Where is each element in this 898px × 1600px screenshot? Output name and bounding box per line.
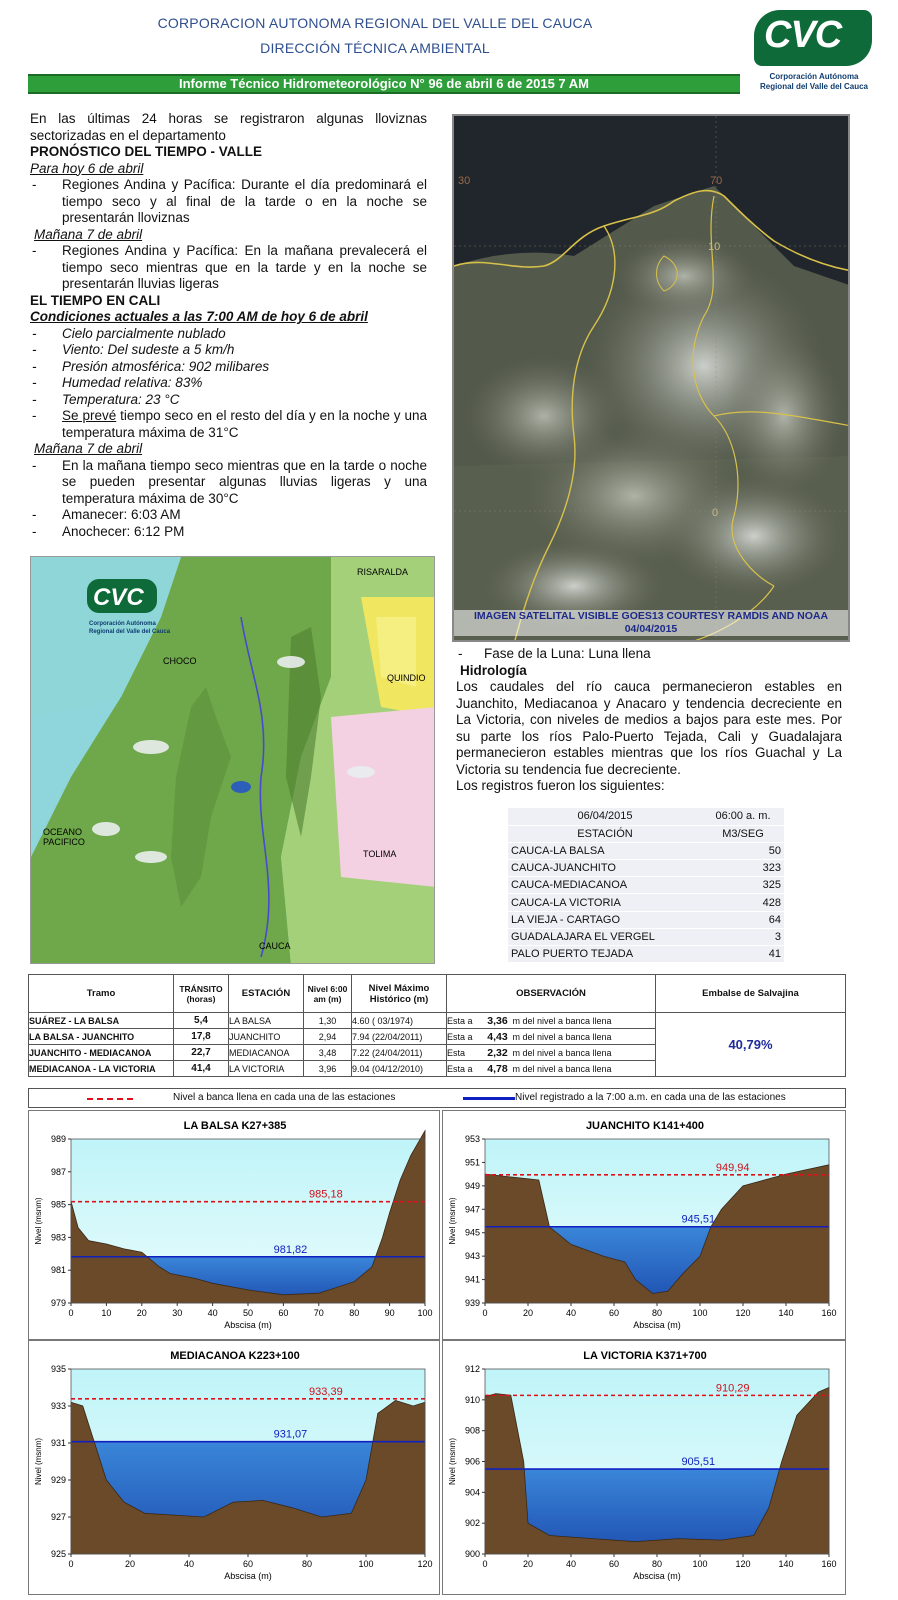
report-banner: Informe Técnico Hidrometeorológico N° 96 de abril 6 de 2015 7 AM xyxy=(28,74,740,94)
cross-section-la-victoria xyxy=(442,1340,846,1595)
cali-tomorrow-label: Mañana 7 de abril xyxy=(34,441,143,456)
forecast-today-text: - Regiones Andina y Pacífica: Durante el día predominará el tiempo seco y al final de la tarde o en la noche se presentarán lloviznas xyxy=(30,177,427,227)
estacion-cell: LA VICTORIA xyxy=(229,1061,304,1077)
transito-cell: 17,8 xyxy=(174,1029,229,1045)
cross-section-juanchito xyxy=(442,1110,846,1340)
cross-section-svg xyxy=(29,1341,441,1596)
y-tick-label: 951 xyxy=(464,1157,480,1168)
obs-post: m del nivel a banca llena xyxy=(513,1013,656,1029)
measured-label: 931,07 xyxy=(273,1428,308,1441)
transito-cell: 41,4 xyxy=(174,1061,229,1077)
x-axis-label: Abscisa (m) xyxy=(633,1571,681,1581)
table-row xyxy=(508,946,784,963)
full-bank-label: 933,39 xyxy=(309,1385,343,1398)
x-tick-label: 60 xyxy=(278,1308,289,1318)
obs-value: 3,36 xyxy=(483,1013,513,1029)
x-tick-label: 160 xyxy=(821,1559,837,1569)
chart-title: LA VICTORIA K371+700 xyxy=(583,1350,707,1362)
org-title: CORPORACION AUTONOMA REGIONAL DEL VALLE DEL CAUCA xyxy=(157,15,593,31)
y-tick-label: 933 xyxy=(50,1401,66,1411)
y-tick-label: 979 xyxy=(50,1298,66,1308)
obs-pre: Esta a xyxy=(447,1061,483,1077)
valle-map xyxy=(30,556,435,964)
legend-red-line xyxy=(87,1098,133,1100)
x-axis-label: Abscisa (m) xyxy=(633,1320,681,1330)
cali-item: - Presión atmosférica: 902 milibares xyxy=(30,359,427,376)
flow-col1: ESTACIÓN xyxy=(508,825,702,842)
nivel-cell: 3,48 xyxy=(304,1045,352,1061)
estacion-cell: JUANCHITO xyxy=(229,1029,304,1045)
cali-title: EL TIEMPO EN CALI xyxy=(30,292,161,308)
x-tick-label: 60 xyxy=(608,1559,620,1569)
flow-station: GUADALAJARA EL VERGEL xyxy=(508,928,702,945)
obs-pre: Esta a xyxy=(447,1029,483,1045)
x-tick-label: 0 xyxy=(68,1308,74,1318)
y-tick-label: 953 xyxy=(464,1134,480,1144)
y-axis-label: Nivel (msnm) xyxy=(34,1437,43,1486)
flow-value: 50 xyxy=(702,842,784,859)
x-tick-label: 60 xyxy=(608,1308,620,1318)
sat-lat-label: 10 xyxy=(708,241,721,253)
flow-table-header xyxy=(508,825,784,842)
forecast-title: PRONÓSTICO DEL TIEMPO - VALLE xyxy=(30,144,263,159)
y-tick-label: 987 xyxy=(50,1166,66,1177)
obs-post: m del nivel a banca llena xyxy=(513,1061,656,1077)
x-tick-label: 120 xyxy=(417,1559,433,1569)
intro-text: En las últimas 24 horas se registraron algunas lloviznas sectorizadas en el departamento xyxy=(30,111,427,143)
map-label: TOLIMA xyxy=(363,849,397,859)
x-tick-label: 20 xyxy=(136,1308,147,1318)
nivel-cell: 3,96 xyxy=(304,1061,352,1077)
x-tick-label: 100 xyxy=(358,1559,374,1569)
col-tramo: Tramo xyxy=(29,975,174,1013)
satellite-graphic xyxy=(454,116,850,642)
tramo-cell: LA BALSA - JUANCHITO xyxy=(29,1029,174,1045)
cali-item: - Temperatura: 23 °C xyxy=(30,392,427,409)
hydro-text: Los caudales del río cauca permanecieron estables en Juanchito, Mediacanoa y Anacaro y tendencia decreciente en La Victoria, con niveles de medios a bajos para este mes. Por su parte los ríos Palo-Puerto Tejada, Cali y Guadalajara permanecieron estables mientras que los ríos Guachal y La Victoria su tendencia fue decreciente. xyxy=(456,679,842,777)
cross-section-svg xyxy=(29,1111,441,1341)
hydro-title: Hidrología xyxy=(460,662,527,678)
map-logo-line2: Regional del Valle del Cauca xyxy=(89,629,171,635)
flow-table xyxy=(508,808,784,963)
flow-station: PALO PUERTO TEJADA xyxy=(508,946,702,963)
x-tick-label: 20 xyxy=(124,1559,136,1569)
obs-value: 4,43 xyxy=(483,1029,513,1045)
x-axis-label: Abscisa (m) xyxy=(224,1571,272,1581)
col-estacion: ESTACIÓN xyxy=(229,975,304,1013)
tramo-cell: JUANCHITO - MEDIACANOA xyxy=(29,1045,174,1061)
x-tick-label: 120 xyxy=(735,1559,751,1569)
x-tick-label: 40 xyxy=(565,1308,577,1318)
y-tick-label: 985 xyxy=(50,1199,66,1210)
x-tick-label: 20 xyxy=(522,1559,534,1569)
x-tick-label: 120 xyxy=(735,1308,751,1318)
transito-cell: 22,7 xyxy=(174,1045,229,1061)
obs-pre: Esta a xyxy=(447,1013,483,1029)
y-tick-label: 983 xyxy=(50,1232,66,1243)
forecast-today-label: Para hoy 6 de abril xyxy=(30,160,144,176)
x-tick-label: 100 xyxy=(692,1308,708,1318)
legend-blue-line xyxy=(463,1097,515,1100)
table-row xyxy=(508,860,784,877)
valle-map-graphic xyxy=(31,557,435,964)
y-tick-label: 929 xyxy=(50,1475,66,1485)
satellite-caption-line2: 04/04/2015 xyxy=(624,623,678,635)
x-tick-label: 20 xyxy=(522,1308,534,1318)
cali-item: - Cielo parcialmente nublado xyxy=(30,326,427,343)
max-cell: 7.22 (24/04/2011) xyxy=(352,1045,447,1061)
logo-subtitle xyxy=(752,72,876,92)
y-axis-label: Nivel (msnm) xyxy=(448,1437,457,1486)
x-tick-label: 160 xyxy=(821,1308,837,1318)
measured-label: 945,51 xyxy=(681,1213,716,1226)
cross-section-svg xyxy=(443,1111,847,1341)
cali-forecast-prefix: Se prevé xyxy=(62,408,117,423)
x-tick-label: 100 xyxy=(692,1559,708,1569)
forecast-tomorrow-text: - Regiones Andina y Pacífica: En la mañana prevalecerá el tiempo seco mientras que en la tarde y en la noche se presentarán lluvias ligeras xyxy=(30,243,427,293)
sunrise-text: - Amanecer: 6:03 AM xyxy=(30,507,427,524)
obs-post: m del nivel a banca llena xyxy=(513,1029,656,1045)
legend-full-bank: Nivel a banca llena en cada una de las estaciones xyxy=(173,1092,396,1103)
measured-label: 981,82 xyxy=(273,1243,308,1256)
cali-item: - Viento: Del sudeste a 5 km/h xyxy=(30,342,427,359)
x-tick-label: 40 xyxy=(207,1308,218,1318)
sat-lat-label: 70 xyxy=(710,175,723,187)
forecast-tomorrow-label: Mañana 7 de abril xyxy=(34,226,143,242)
flow-value: 64 xyxy=(702,911,784,928)
map-label: CAUCA xyxy=(259,941,291,951)
full-bank-label: 910,29 xyxy=(715,1382,750,1395)
y-tick-label: 949 xyxy=(464,1180,480,1191)
flow-time: 06:00 a. m. xyxy=(702,808,784,825)
observation-header xyxy=(29,975,846,1013)
col-max: Nivel Máximo Histórico (m) xyxy=(352,975,447,1013)
x-tick-label: 60 xyxy=(242,1559,254,1569)
x-tick-label: 0 xyxy=(68,1559,74,1569)
left-column xyxy=(30,111,427,540)
satellite-image xyxy=(452,114,850,642)
map-label: CHOCO xyxy=(163,656,197,666)
cali-tomorrow-text: - En la mañana tiempo seco mientras que en la tarde o noche se pueden presentar algunas lluvias ligeras y una temperatura máxima de 30°C xyxy=(30,458,427,508)
x-tick-label: 80 xyxy=(651,1559,663,1569)
obs-value: 4,78 xyxy=(483,1061,513,1077)
table-row xyxy=(29,1013,846,1029)
salvajina-value: 40,79% xyxy=(656,1013,846,1077)
cali-forecast xyxy=(30,408,427,441)
satellite-caption-line1: IMAGEN SATELITAL VISIBLE GOES13 COURTESY RAMDIS AND NOAA xyxy=(473,610,829,622)
map-logo-text: CVC xyxy=(93,584,144,611)
satellite-caption xyxy=(454,610,848,636)
table-row xyxy=(508,877,784,894)
x-tick-label: 140 xyxy=(778,1308,794,1318)
hydro-records-intro: Los registros fueron los siguientes: xyxy=(456,778,665,793)
map-label: PACIFICO xyxy=(43,837,85,847)
dept-title: DIRECCIÓN TÉCNICA AMBIENTAL xyxy=(260,40,490,56)
flow-station: CAUCA-LA BALSA xyxy=(508,842,702,859)
x-tick-label: 30 xyxy=(172,1308,183,1318)
cross-section-mediacanoa xyxy=(28,1340,440,1595)
flow-value: 41 xyxy=(702,946,784,963)
obs-pre: Esta xyxy=(447,1045,483,1061)
y-tick-label: 908 xyxy=(464,1425,480,1436)
flow-station: CAUCA-MEDIACANOA xyxy=(508,877,702,894)
tramo-cell: SUÁREZ - LA BALSA xyxy=(29,1013,174,1029)
y-tick-label: 927 xyxy=(50,1512,66,1522)
flow-value: 428 xyxy=(702,894,784,911)
x-tick-label: 50 xyxy=(242,1308,254,1318)
x-tick-label: 40 xyxy=(565,1559,577,1569)
y-tick-label: 989 xyxy=(50,1134,66,1144)
sat-lat-label: 0 xyxy=(712,507,719,519)
flow-value: 3 xyxy=(702,928,784,945)
nivel-cell: 1,30 xyxy=(304,1013,352,1029)
col-nivel: Nivel 6:00 am (m) xyxy=(304,975,352,1013)
y-tick-label: 925 xyxy=(50,1549,66,1559)
y-tick-label: 906 xyxy=(464,1456,480,1467)
y-tick-label: 943 xyxy=(464,1251,480,1262)
cvc-logo xyxy=(752,8,876,96)
x-tick-label: 40 xyxy=(183,1559,195,1569)
chart-title: MEDIACANOA K223+100 xyxy=(170,1350,300,1362)
y-tick-label: 902 xyxy=(464,1518,480,1529)
map-label: RISARALDA xyxy=(357,567,409,577)
flow-col2: M3/SEG xyxy=(702,825,784,842)
tramo-cell: MEDIACANOA - LA VICTORIA xyxy=(29,1061,174,1077)
full-bank-label: 949,94 xyxy=(715,1161,750,1174)
obs-post: m del nivel a banca llena xyxy=(513,1045,656,1061)
y-tick-label: 931 xyxy=(50,1438,66,1448)
x-axis-label: Abscisa (m) xyxy=(224,1320,272,1330)
x-tick-label: 100 xyxy=(417,1308,433,1318)
cali-item: - Humedad relativa: 83% xyxy=(30,375,427,392)
nivel-cell: 2,94 xyxy=(304,1029,352,1045)
x-tick-label: 70 xyxy=(313,1308,324,1318)
table-row xyxy=(508,911,784,928)
observation-table xyxy=(28,974,846,1077)
cali-current-label: Condiciones actuales a las 7:00 AM de hoy 6 de abril xyxy=(30,309,368,324)
logo-text: CVC xyxy=(764,14,842,56)
map-logo-line1: Corporación Autónoma xyxy=(89,621,156,627)
cross-section-la-balsa xyxy=(28,1110,440,1340)
y-tick-label: 939 xyxy=(464,1298,480,1308)
y-tick-label: 945 xyxy=(464,1227,480,1238)
flow-station: CAUCA-LA VICTORIA xyxy=(508,894,702,911)
flow-value: 325 xyxy=(702,877,784,894)
transito-cell: 5,4 xyxy=(174,1013,229,1029)
x-tick-label: 10 xyxy=(101,1308,112,1318)
y-tick-label: 910 xyxy=(464,1394,480,1405)
x-tick-label: 0 xyxy=(482,1559,488,1569)
map-label: OCEANO xyxy=(43,827,83,837)
flow-value: 323 xyxy=(702,860,784,877)
flow-station: CAUCA-JUANCHITO xyxy=(508,860,702,877)
chart-legend xyxy=(28,1088,846,1108)
estacion-cell: LA BALSA xyxy=(229,1013,304,1029)
table-row xyxy=(508,842,784,859)
moon-phase: - Fase de la Luna: Luna llena xyxy=(456,646,842,663)
chart-title: LA BALSA K27+385 xyxy=(183,1120,287,1132)
max-cell: 9.04 (04/12/2010) xyxy=(352,1061,447,1077)
y-axis-label: Nivel (msnm) xyxy=(448,1197,457,1245)
y-tick-label: 900 xyxy=(464,1549,480,1559)
sunset-text: - Anochecer: 6:12 PM xyxy=(30,524,427,541)
flow-table-header xyxy=(508,808,784,825)
cali-forecast-rest: tiempo seco en el resto del día y en la noche y una temperatura máxima de 31°C xyxy=(62,408,427,440)
x-tick-label: 90 xyxy=(384,1308,395,1318)
y-tick-label: 981 xyxy=(50,1265,66,1276)
y-tick-label: 947 xyxy=(464,1204,480,1215)
obs-value: 2,32 xyxy=(483,1045,513,1061)
col-transito: TRÁNSITO (horas) xyxy=(174,975,229,1013)
sat-lat-label: 30 xyxy=(458,175,471,187)
x-tick-label: 80 xyxy=(301,1559,313,1569)
x-tick-label: 80 xyxy=(349,1308,360,1318)
table-row xyxy=(508,928,784,945)
map-label: QUINDIO xyxy=(387,673,426,683)
max-cell: 4.60 ( 03/1974) xyxy=(352,1013,447,1029)
estacion-cell: MEDIACANOA xyxy=(229,1045,304,1061)
table-row xyxy=(508,894,784,911)
y-tick-label: 904 xyxy=(464,1487,480,1498)
max-cell: 7.94 (22/04/2011) xyxy=(352,1029,447,1045)
flow-station: LA VIEJA - CARTAGO xyxy=(508,911,702,928)
logo-line1: Corporación Autónoma xyxy=(769,72,859,81)
y-tick-label: 941 xyxy=(464,1274,480,1285)
cross-section-svg xyxy=(443,1341,847,1596)
logo-line2: Regional del Valle del Cauca xyxy=(759,82,869,91)
measured-label: 905,51 xyxy=(681,1456,716,1469)
col-observacion: OBSERVACIÓN xyxy=(447,975,656,1013)
y-axis-label: Nivel (msnm) xyxy=(34,1197,43,1245)
full-bank-label: 985,18 xyxy=(309,1188,343,1201)
x-tick-label: 140 xyxy=(778,1559,794,1569)
col-salvajina: Embalse de Salvajina xyxy=(656,975,846,1013)
legend-measured: Nivel registrado a la 7:00 a.m. en cada una de las estaciones xyxy=(515,1092,786,1103)
y-tick-label: 935 xyxy=(50,1364,66,1374)
chart-title: JUANCHITO K141+400 xyxy=(585,1120,705,1132)
flow-date: 06/04/2015 xyxy=(508,808,702,825)
x-tick-label: 0 xyxy=(482,1308,488,1318)
y-tick-label: 912 xyxy=(464,1364,480,1374)
hydro-section xyxy=(456,646,842,795)
x-tick-label: 80 xyxy=(651,1308,663,1318)
